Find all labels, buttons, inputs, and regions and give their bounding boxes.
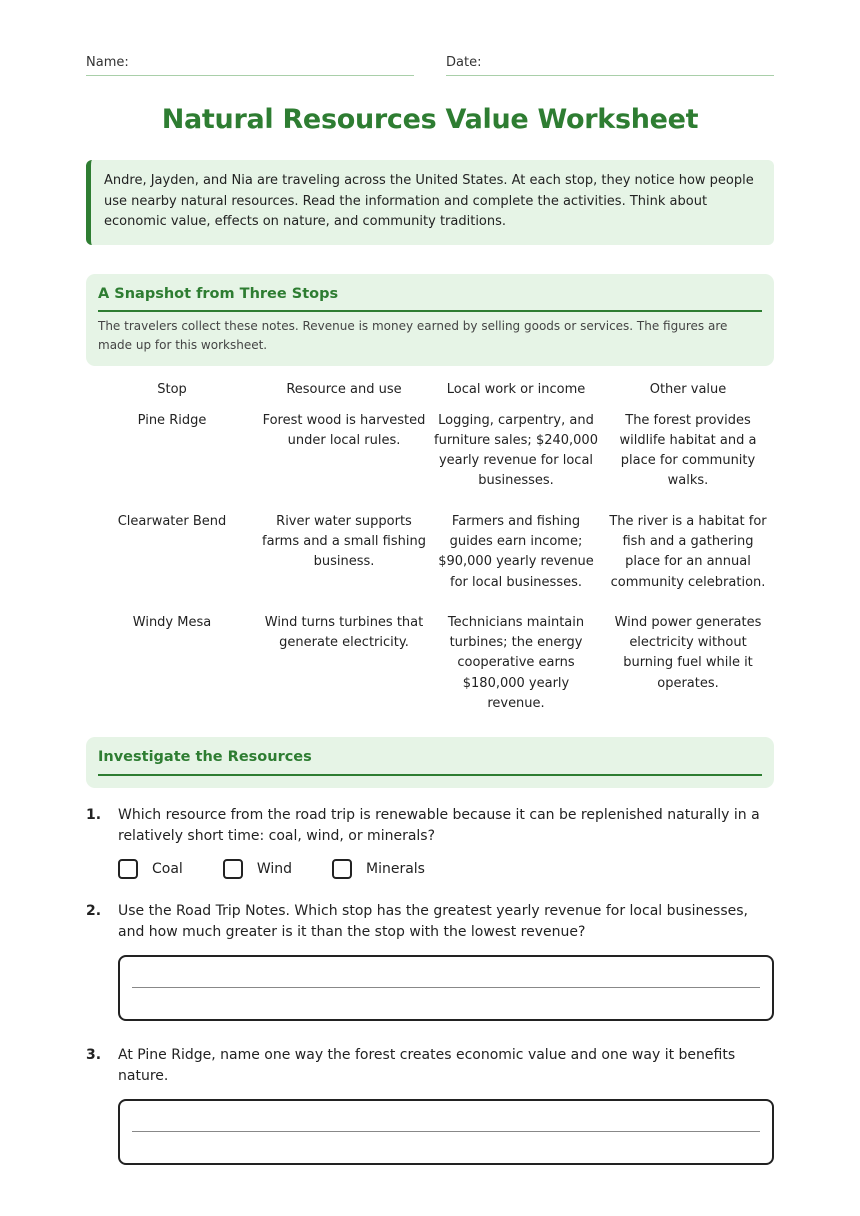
table-cell: Wind turns turbines that generate electricity.	[264, 614, 424, 651]
snapshot-title: A Snapshot from Three Stops	[98, 286, 762, 312]
table-cell: Logging, carpentry, and furniture sales; $240,000 yearly revenue for local businesses.	[434, 412, 598, 489]
option-minerals[interactable]	[332, 859, 425, 879]
table-cell: Farmers and fishing guides earn income; $90,000 yearly revenue for local businesses.	[438, 513, 594, 590]
column-header: Other value	[649, 381, 727, 397]
option-coal[interactable]	[118, 859, 183, 879]
checkbox[interactable]	[332, 859, 352, 879]
table-cell: Clearwater Bend	[117, 513, 227, 529]
answer-box[interactable]	[118, 1099, 774, 1165]
table-cell: The forest provides wildlife habitat and a place for community walks.	[619, 412, 757, 489]
table-cell: River water supports farms and a small fishing business.	[262, 513, 426, 570]
road-trip-notes-table	[86, 378, 774, 735]
answer-line	[132, 1131, 760, 1132]
question-number: 2.	[86, 903, 102, 920]
table-cell: The river is a habitat for fish and a gathering place for an annual community celebration.	[609, 513, 767, 590]
investigate-title: Investigate the Resources	[98, 749, 762, 776]
column-header: Local work or income	[446, 381, 586, 397]
question-body	[118, 901, 774, 1021]
date-field[interactable]	[446, 54, 774, 76]
question-1	[86, 805, 774, 879]
table-cell: Forest wood is harvested under local rules.	[262, 412, 426, 448]
option-label: Coal	[152, 861, 183, 878]
answer-box[interactable]	[118, 955, 774, 1021]
name-field[interactable]	[86, 54, 414, 76]
name-label: Name:	[86, 55, 129, 70]
table-row	[86, 613, 774, 734]
option-label: Minerals	[366, 861, 425, 878]
question-text: Use the Road Trip Notes. Which stop has the greatest yearly revenue for local businesses, and how much greater is it than the stop with the lowest revenue?	[118, 903, 748, 941]
question-3	[86, 1045, 774, 1165]
question-number: 3.	[86, 1047, 102, 1064]
worksheet-page	[86, 0, 774, 1165]
table-cell: Pine Ridge	[137, 412, 207, 428]
option-wind[interactable]	[223, 859, 292, 879]
answer-line	[132, 987, 760, 988]
intro-callout: Andre, Jayden, and Nia are traveling across the United States. At each stop, they notice how people use nearby natural resources. Read the information and complete the activities. Think about economic value, effects on nature, and community traditions.	[86, 160, 774, 245]
table-row	[86, 411, 774, 512]
table-cell: Wind power generates electricity without burning fuel while it operates.	[614, 614, 762, 691]
column-header: Stop	[157, 381, 187, 397]
question-body	[118, 1045, 774, 1165]
snapshot-section-header	[86, 274, 774, 366]
question-2	[86, 901, 774, 1021]
answer-options	[118, 859, 774, 879]
question-number: 1.	[86, 807, 102, 824]
checkbox[interactable]	[223, 859, 243, 879]
investigate-section-header	[86, 737, 774, 788]
question-text: At Pine Ridge, name one way the forest creates economic value and one way it benefits nature.	[118, 1047, 736, 1085]
question-text: Which resource from the road trip is renewable because it can be replenished naturally in a relatively short time: coal, wind, or minerals?	[118, 807, 760, 845]
snapshot-description: The travelers collect these notes. Revenue is money earned by selling goods or services. The figures are made up for this worksheet.	[98, 318, 728, 352]
column-header: Resource and use	[286, 381, 402, 397]
table-header-row	[86, 378, 774, 411]
question-body	[118, 805, 774, 879]
header-fields	[86, 54, 774, 76]
table-cell: Technicians maintain turbines; the energy cooperative earns $180,000 yearly revenue.	[447, 614, 585, 712]
table-row	[86, 512, 774, 613]
date-label: Date:	[446, 55, 482, 70]
option-label: Wind	[256, 861, 292, 878]
checkbox[interactable]	[118, 859, 138, 879]
table-cell: Windy Mesa	[132, 614, 212, 630]
page-title: Natural Resources Value Worksheet	[161, 104, 699, 135]
